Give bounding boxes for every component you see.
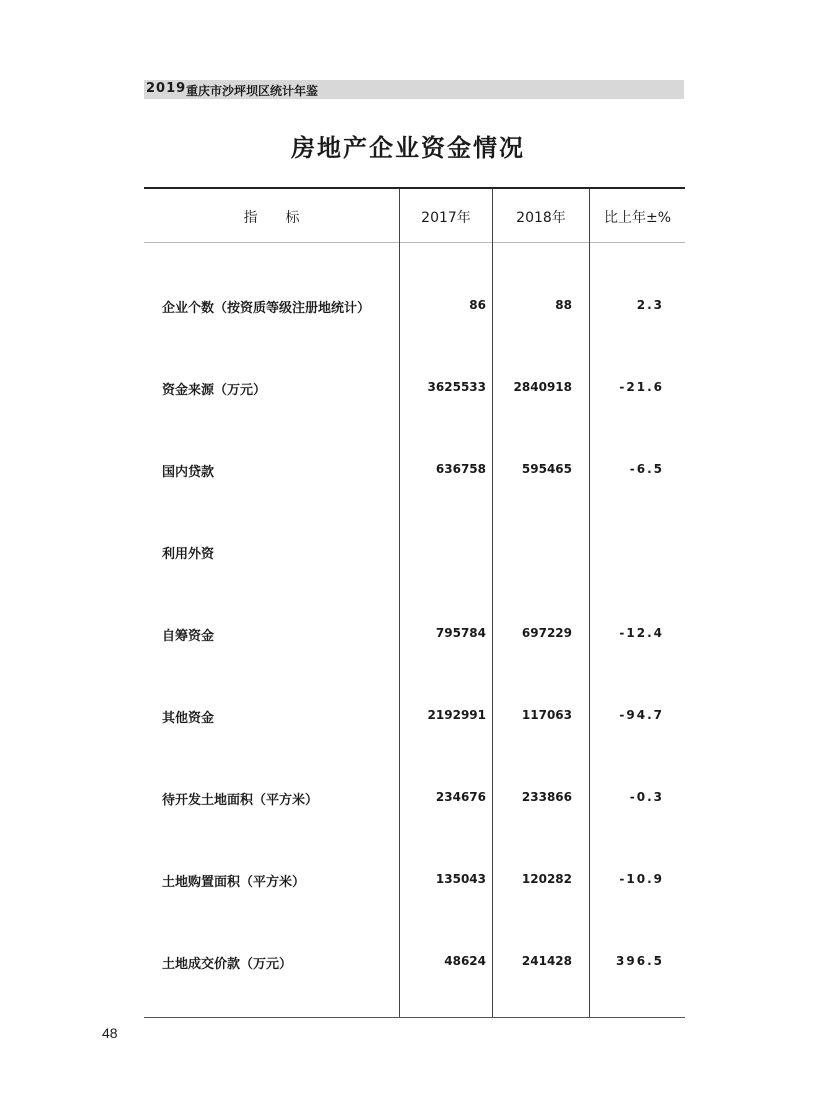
cell-change: 396.5 bbox=[616, 954, 664, 968]
table-header-rule bbox=[144, 242, 685, 243]
running-header-year: 2019 bbox=[146, 81, 187, 96]
cell-2018: 233866 bbox=[521, 790, 572, 804]
cell-2018: 2840918 bbox=[513, 380, 572, 394]
row-label: 利用外资 bbox=[162, 547, 215, 562]
table-top-rule bbox=[144, 187, 685, 189]
row-label: 企业个数（按资质等级注册地统计） bbox=[162, 301, 371, 316]
cell-change: -21.6 bbox=[619, 380, 664, 394]
cell-change: -12.4 bbox=[619, 626, 664, 640]
column-divider bbox=[589, 189, 590, 1017]
page-title: 房地产企业资金情况 bbox=[291, 133, 525, 162]
cell-2017: 86 bbox=[469, 298, 486, 312]
header-2017: 2017年 bbox=[421, 210, 471, 226]
cell-2018: 241428 bbox=[521, 954, 572, 968]
cell-2017: 636758 bbox=[435, 462, 486, 476]
running-header-title: 重庆市沙坪坝区统计年鉴 bbox=[186, 84, 319, 98]
row-label: 土地购置面积（平方米） bbox=[162, 875, 306, 890]
cell-2018: 120282 bbox=[521, 872, 572, 886]
cell-2017: 135043 bbox=[435, 872, 486, 886]
column-divider bbox=[399, 189, 400, 1017]
row-label: 待开发土地面积（平方米） bbox=[162, 793, 319, 808]
row-label: 国内贷款 bbox=[162, 465, 215, 480]
cell-2017: 3625533 bbox=[427, 380, 486, 394]
cell-2017: 48624 bbox=[444, 954, 486, 968]
cell-change: -94.7 bbox=[619, 708, 664, 722]
cell-2017: 234676 bbox=[435, 790, 486, 804]
row-label: 土地成交价款（万元） bbox=[162, 957, 293, 972]
cell-2017: 795784 bbox=[435, 626, 486, 640]
row-label: 资金来源（万元） bbox=[162, 383, 267, 398]
row-label: 自筹资金 bbox=[162, 629, 215, 644]
cell-change: -0.3 bbox=[629, 790, 664, 804]
cell-2018: 88 bbox=[555, 298, 572, 312]
cell-change: -10.9 bbox=[619, 872, 664, 886]
cell-2018: 117063 bbox=[521, 708, 572, 722]
header-2018: 2018年 bbox=[516, 210, 566, 226]
cell-2018: 697229 bbox=[521, 626, 572, 640]
page-number: 48 bbox=[102, 1025, 118, 1041]
cell-change: 2.3 bbox=[636, 298, 664, 312]
row-label: 其他资金 bbox=[162, 711, 215, 726]
column-divider bbox=[492, 189, 493, 1017]
table-bottom-rule bbox=[144, 1017, 685, 1018]
header-indicator: 指 标 bbox=[243, 210, 300, 226]
cell-2017: 2192991 bbox=[427, 708, 486, 722]
cell-change: -6.5 bbox=[629, 462, 664, 476]
cell-2018: 595465 bbox=[521, 462, 572, 476]
header-change-pct: 比上年±% bbox=[603, 210, 672, 226]
